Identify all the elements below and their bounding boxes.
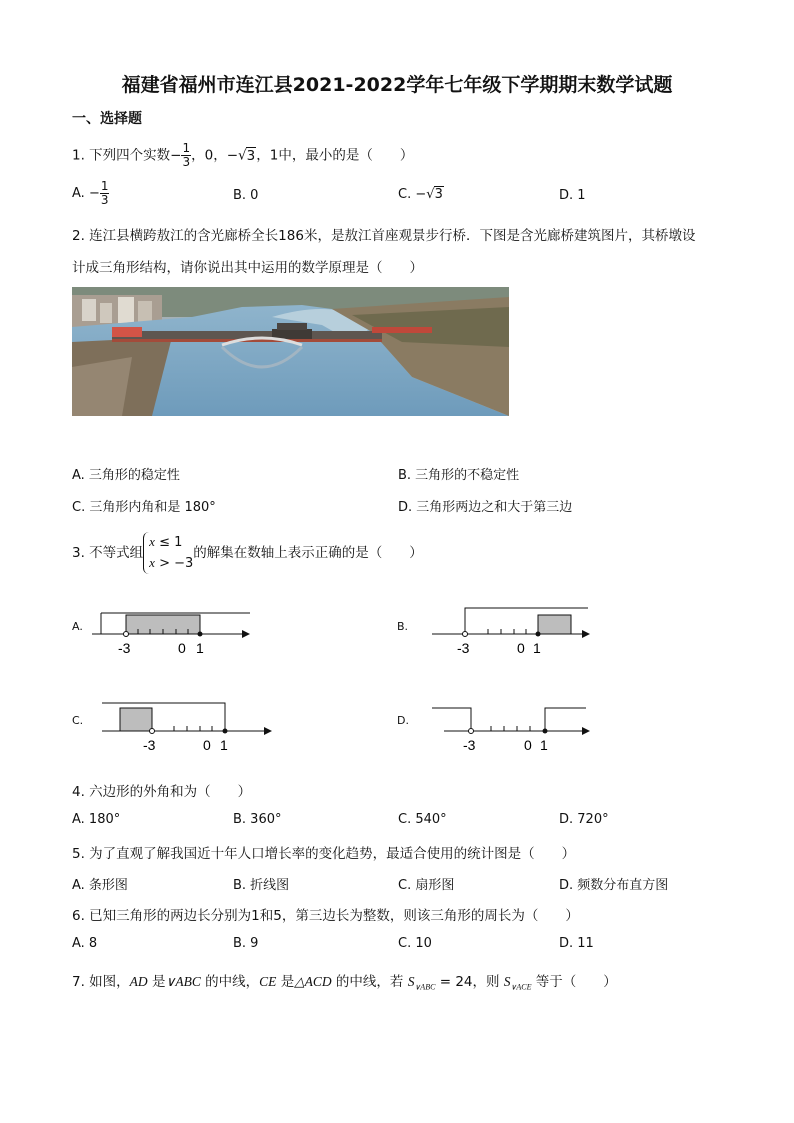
q7-text: 是	[147, 974, 166, 990]
q6-option-a[interactable]: A. 8	[72, 936, 98, 951]
q1-fraction	[181, 142, 191, 169]
q7-ad: AD	[129, 974, 148, 989]
q3-number-line-a[interactable]	[90, 603, 255, 658]
option-label: A.	[72, 186, 85, 201]
question-2-line1: 2. 连江县横跨敖江的含光廊桥全长186米，是敖江首座观景步行桥．下图是含光廊桥建筑图片，其桥墩设	[72, 228, 696, 244]
q3-number-line-d[interactable]	[428, 698, 598, 753]
q7-triangle-acd: △ACD	[294, 974, 332, 989]
q2-option-a[interactable]: A. 三角形的稳定性	[72, 468, 180, 483]
q5-option-d[interactable]: D. 频数分布直方图	[559, 878, 669, 893]
page-title: 福建省福州市连江县2021-2022学年七年级下学期期末数学试题	[121, 74, 673, 96]
bridge-photo	[72, 287, 509, 416]
q1-option-a[interactable]	[72, 180, 109, 207]
tick-label-neg3: -3	[463, 737, 476, 753]
frac-den: 3	[100, 193, 109, 207]
tick-label-1: 1	[220, 737, 228, 753]
q1-frac-den: 3	[182, 155, 191, 169]
q1-option-d[interactable]: D. 1	[559, 188, 586, 203]
question-2-line2: 计成三角形结构，请你说出其中运用的数学原理是（ ）	[72, 260, 423, 276]
q1-frac-num: 1	[182, 141, 191, 155]
q1-option-a-fraction	[100, 180, 110, 207]
q5-option-a[interactable]: A. 条形图	[72, 878, 128, 893]
inequality-system	[143, 532, 193, 574]
q1-mid: ，0，	[191, 147, 227, 164]
q3-option-a-label[interactable]: A.	[72, 620, 83, 633]
q5-option-c[interactable]: C. 扇形图	[398, 878, 455, 893]
q7-area-s: S	[503, 974, 511, 989]
q4-option-a[interactable]: A. 180°	[72, 812, 121, 827]
q1-option-c[interactable]: C. −√3	[398, 187, 443, 202]
q4-option-c[interactable]: C. 540°	[398, 812, 447, 827]
var-x: x	[149, 534, 155, 549]
tick-label-0: 0	[178, 640, 186, 656]
tick-label-0: 0	[517, 640, 525, 656]
tick-label-neg3: -3	[457, 640, 470, 656]
q6-option-d[interactable]: D. 11	[559, 936, 594, 951]
q7-area-sub: ∨ABC	[414, 982, 436, 992]
frac-num: 1	[100, 179, 109, 193]
option-label: C.	[398, 187, 412, 202]
q1-suffix: ，1中，最小的是（ ）	[256, 147, 414, 164]
q6-option-b[interactable]: B. 9	[233, 936, 259, 951]
q7-text: 的中线，若	[331, 974, 408, 990]
tick-label-1: 1	[533, 640, 541, 656]
q1-neg: −	[226, 147, 239, 164]
question-4: 4. 六边形的外角和为（ ）	[72, 784, 252, 800]
ineq-2: > −3	[154, 556, 194, 571]
q3-number-line-b[interactable]	[428, 603, 598, 658]
q3-option-d-label[interactable]: D.	[397, 714, 409, 727]
tick-label-0: 0	[524, 737, 532, 753]
q1-option-b[interactable]: B. 0	[233, 188, 259, 203]
q1-sqrt: 3	[246, 147, 256, 164]
q3-number-line-c[interactable]	[98, 698, 278, 753]
question-6: 6. 已知三角形的两边长分别为1和5，第三边长为整数，则该三角形的周长为（ ）	[72, 908, 579, 924]
tick-label-1: 1	[196, 640, 204, 656]
tick-label-neg3: -3	[143, 737, 156, 753]
question-1: 1. 下列四个实数− $\frac{1}{3}$ ，0，−√3，1中，最小的是（ ）	[72, 141, 414, 169]
question-7	[72, 970, 617, 992]
q7-text: 7. 如图，	[72, 974, 130, 990]
q3-option-c-label[interactable]: C.	[72, 714, 84, 727]
option-sign: −	[88, 186, 100, 201]
ineq-1: ≤ 1	[154, 535, 183, 550]
q3-option-b-label[interactable]: B.	[397, 620, 409, 633]
q4-option-d[interactable]: D. 720°	[559, 812, 609, 827]
question-5: 5. 为了直观了解我国近十年人口增长率的变化趋势，最适合使用的统计图是（ ）	[72, 846, 576, 862]
var-x: x	[149, 555, 155, 570]
tick-label-1: 1	[540, 737, 548, 753]
q7-text: = 24，则	[435, 974, 504, 990]
q3-suffix: 的解集在数轴上表示正确的是（ ）	[193, 545, 423, 561]
q5-option-b[interactable]: B. 折线图	[233, 878, 290, 893]
q7-text: 的中线，	[200, 974, 260, 990]
q2-option-c[interactable]: C. 三角形内角和是 180°	[72, 500, 216, 515]
question-3	[72, 532, 423, 574]
q7-triangle-abc: ∨ABC	[165, 974, 201, 989]
q2-option-b[interactable]: B. 三角形的不稳定性	[398, 468, 520, 483]
option-sqrt: 3	[434, 187, 443, 202]
q2-option-d[interactable]: D. 三角形两边之和大于第三边	[398, 500, 573, 515]
q3-prefix: 3. 不等式组	[72, 545, 144, 561]
option-sign: −	[415, 187, 427, 202]
q7-area-sub: ∨ACE	[510, 982, 532, 992]
q1-prefix: 1. 下列四个实数	[72, 147, 171, 164]
tick-label-0: 0	[203, 737, 211, 753]
section-heading: 一、选择题	[72, 111, 142, 127]
q6-option-c[interactable]: C. 10	[398, 936, 432, 951]
q7-area-s: S	[407, 974, 415, 989]
q7-text: 等于（ ）	[531, 974, 617, 990]
tick-label-neg3: -3	[118, 640, 131, 656]
q7-text: 是	[276, 974, 295, 990]
q1-frac-sign: −	[170, 147, 182, 164]
q4-option-b[interactable]: B. 360°	[233, 812, 282, 827]
q7-ce: CE	[259, 974, 277, 989]
